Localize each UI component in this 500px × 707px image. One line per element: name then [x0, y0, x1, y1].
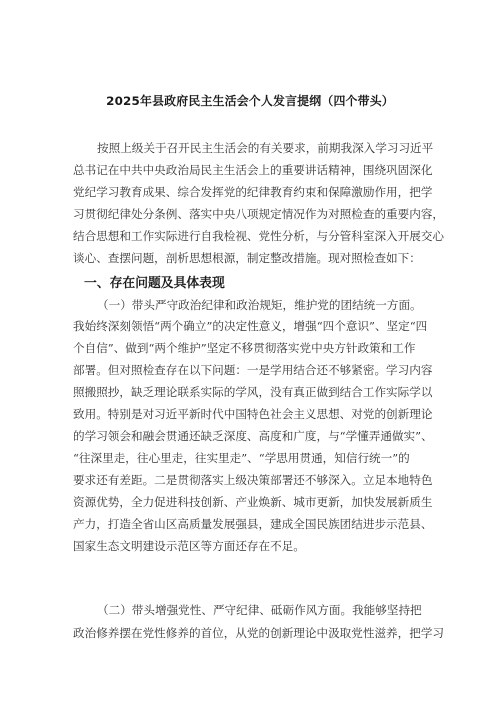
item-line: 我始终深刻领悟“两个确立”的决定性意义，增强“四个意识”、坚定“四 [73, 319, 428, 333]
item-line: 资源优势，全力促进科技创新、产业焕新、城市更新，加快发展新质生 [73, 495, 433, 509]
item-line: 照搬照抄，缺乏理论联系实际的学风，没有真正做到结合工作实际学以 [73, 385, 433, 399]
intro-line: 谈心、查摆问题，剖析思想根源，制定整改措施。现对照检查如下： [73, 251, 421, 265]
item-line: “往深里走，往心里走，往实里走”、“学思用贯通，知信行统一”的 [73, 451, 410, 465]
document-title: 2025年县政府民主生活会个人发言提纲（四个带头） [106, 94, 394, 108]
intro-line: 总书记在中共中央政治局民主生活会上的重要讲话精神，围绕巩固深化 [73, 163, 433, 177]
item-line: 致用。特别是对习近平新时代中国特色社会主义思想、对党的创新理论 [73, 407, 433, 421]
intro-line: 习贯彻纪律处分条例、落实中央八项规定情况作为对照检查的重要内容， [73, 207, 445, 221]
item-line: （一）带头严守政治纪律和政治规矩，维护党的团结统一方面。 [97, 298, 422, 312]
section-heading: 一、存在问题及具体表现 [84, 276, 225, 291]
item-line: 国家生态文明建设示范区等方面还存在不足。 [73, 539, 305, 553]
item-line: 部署。但对照检查存在以下问题：一是学用结合还不够紧密。学习内容 [73, 363, 433, 377]
item-line: 要求还有差距。二是贯彻落实上级决策部署还不够深入。立足本地特色 [73, 473, 433, 487]
item-line: 个自信”、做到“两个维护”坚定不移贯彻落实党中央方针政策和工作 [73, 341, 416, 355]
item-line: （二）带头增强党性、严守纪律、砥砺作风方面。我能够坚持把 [97, 603, 422, 617]
intro-line: 按照上级关于召开民主生活会的有关要求，前期我深入学习习近平 [97, 141, 434, 155]
intro-line: 党纪学习教育成果、综合发挥党的纪律教育约束和保障激励作用，把学 [73, 185, 433, 199]
item-line: 政治修养摆在党性修养的首位，从党的创新理论中汲取党性滋养，把学习 [73, 626, 445, 640]
intro-line: 结合思想和工作实际进行自我检视、党性分析，与分管科室深入开展交心 [73, 229, 445, 243]
item-line: 产力，打造全省山区高质量发展强县，建成全国民族团结进步示范县、 [73, 517, 433, 531]
item-line: 的学习领会和融会贯通还缺乏深度、高度和广度，与“学懂弄通做实”、 [73, 429, 433, 443]
